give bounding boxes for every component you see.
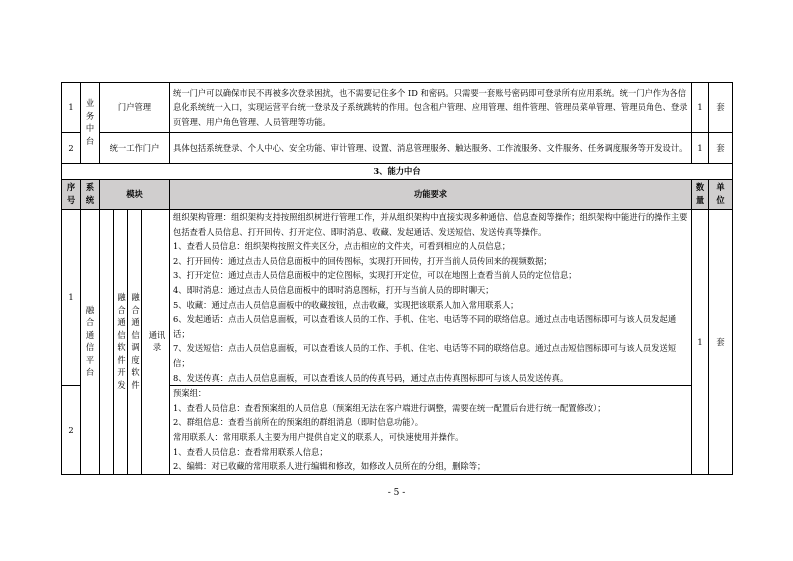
subsystem-cell <box>114 210 128 475</box>
quantity-cell: 1 <box>692 83 709 133</box>
table-header-row <box>62 180 733 210</box>
subsystem-name: 融合通信软件开发 <box>117 292 126 390</box>
requirement-line: 5、收藏：通过点击人员信息面板中的收藏按钮，点击收藏，实现把该联系人加入常用联系人； <box>173 299 519 310</box>
requirement-line: 组织架构管理：组织架构支持按照组织树进行管理工作，并从组织架构中直接实现多种通信、信息查阅等操作；组织架构中能进行的操作主要包括查看人员信息、打开回传、打开定位、即时消息、收藏、发起通话、发送短信、发送传真等操作。 <box>173 212 688 237</box>
quantity-cell: 1 <box>692 133 709 164</box>
row-number: 1 <box>62 210 81 386</box>
requirements-table <box>61 82 733 475</box>
requirement-cell: 具体包括系统登录、个人中心、安全功能、审计管理、设置、消息管理服务、触达服务、工作流服务、文件服务、任务调度服务等开发设计。 <box>170 133 692 164</box>
system-name: 业务中台 <box>85 98 95 146</box>
row-number: 2 <box>62 133 81 164</box>
section-title: 3、能力中台 <box>62 164 733 180</box>
table-row <box>62 83 733 133</box>
requirement-cell <box>170 210 692 386</box>
requirement-line: 8、发送传真：点击人员信息面板，可以查看该人员的传真号码，通过点击传真图标即可与该人员发送传真。 <box>173 372 569 383</box>
requirement-line: 2、打开回传：通过点击人员信息面板中的回传图标，实现打开回传，打开当前人员传回来的视频数据； <box>173 255 552 266</box>
header-system: 系统 <box>81 180 100 210</box>
module-cell: 统一工作门户 <box>100 133 170 164</box>
requirement-line: 2、编辑：对已收藏的常用联系人进行编辑和修改，如修改人员所在的分组，删除等； <box>173 461 486 472</box>
requirement-cell: 统一门户可以确保市民不再被多次登录困扰，也不需要记住多个 ID 和密码。只需要一套账号密码即可登录所有应用系统。统一门户作为各信息化系统统一入口，实现运营平台统一登录及子系统跳转的作用。包含租户管理、应用管理、组件管理、管理员菜单管理、管理员角色、登录页管理、用户角色管理、人员管理等功能。 <box>170 83 692 133</box>
system-cell <box>81 210 100 475</box>
page-number: - 5 - <box>387 488 406 498</box>
requirement-line: 3、打开定位：通过点击人员信息面板中的定位图标，实现打开定位，可以在地图上查看当前人员的定位信息； <box>173 270 577 281</box>
requirement-line: 1、查看人员信息：查看预案组的人员信息（预案组无法在客户端进行调整，需要在统一配置后台进行统一配置修改）； <box>173 402 606 413</box>
table-row <box>62 133 733 164</box>
header-quantity: 数量 <box>692 180 709 210</box>
unit-cell: 套 <box>709 83 733 133</box>
requirement-line: 2、群组信息：查看当前所在的预案组的群组消息（即时信息功能）。 <box>173 417 424 428</box>
system-cell <box>81 83 100 164</box>
subsystem-name: 融合通信调度软件 <box>131 292 140 390</box>
system-name: 融合通信平台 <box>85 304 95 378</box>
requirement-line: 1、查看人员信息：查看常用联系人信息； <box>173 446 328 457</box>
module-cell: 门户管理 <box>100 83 170 133</box>
requirement-line: 1、查看人员信息：组织架构按照文件夹区分，点击相应的文件夹，可看到相应的人员信息； <box>173 241 511 252</box>
blank-cell <box>100 210 114 475</box>
module-name: 通讯录 <box>148 329 166 353</box>
quantity-cell: 1 <box>692 210 709 475</box>
table-row <box>62 210 733 386</box>
requirement-line: 6、发起通话：点击人员信息面板，可以查看该人员的工作、手机、住宅、电话等不同的联络信息。通过点击电话图标即可与该人员发起通话； <box>173 314 677 339</box>
module-cell <box>142 210 170 475</box>
requirement-line: 7、发送短信：点击人员信息面板，可以查看该人员的工作、手机、住宅、电话等不同的联络信息。通过点击短信图标即可与该人员发送短信； <box>173 343 677 368</box>
requirement-line: 预案组： <box>173 388 207 399</box>
header-no: 序号 <box>62 180 81 210</box>
requirement-line: 4、即时消息：通过点击人员信息面板中的即时消息图标，打开与当前人员的即时聊天； <box>173 284 494 295</box>
section-heading-row <box>62 164 733 180</box>
header-requirements: 功能要求 <box>170 180 692 210</box>
requirement-line: 常用联系人：常用联系人主要为用户提供自定义的联系人，可快速使用并操作。 <box>173 431 464 442</box>
unit-cell: 套 <box>709 133 733 164</box>
unit-cell: 套 <box>709 210 733 475</box>
requirement-cell <box>170 386 692 475</box>
row-number: 2 <box>62 386 81 475</box>
row-number: 1 <box>62 83 81 133</box>
header-module: 模块 <box>100 180 170 210</box>
header-unit: 单位 <box>709 180 733 210</box>
subsystem-cell <box>128 210 142 475</box>
